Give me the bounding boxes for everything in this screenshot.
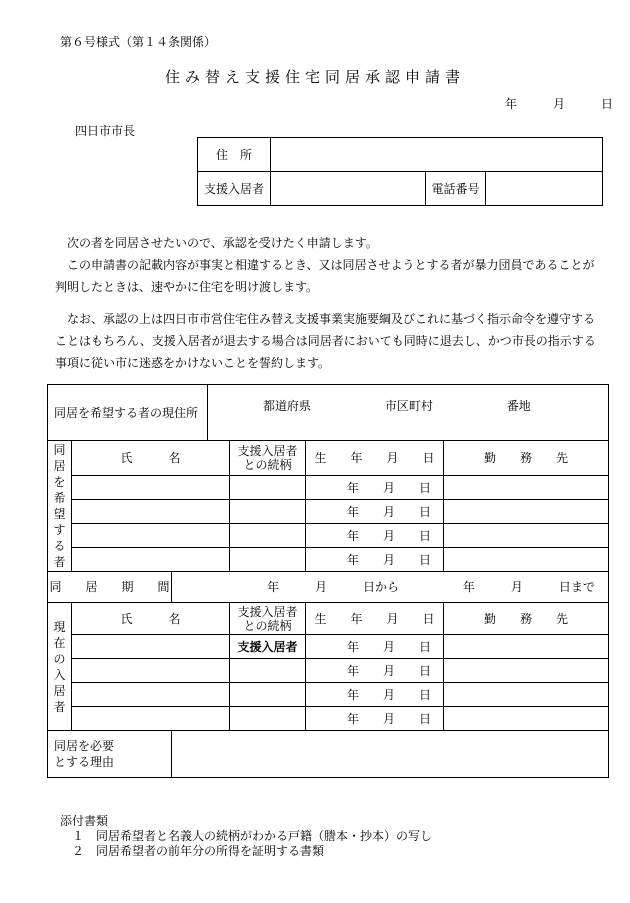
table-row: 年 月 日 <box>48 476 609 500</box>
date-year: 年 <box>505 97 518 111</box>
page-title: 住み替え支援住宅同居承認申請書 <box>164 68 465 86</box>
phone-field[interactable] <box>486 172 603 206</box>
lot-label: 番地 <box>506 399 531 413</box>
phone-label: 電話番号 <box>426 172 486 206</box>
reason-label: 同居を必要 とする理由 <box>48 731 172 778</box>
date-month: 月 <box>553 97 566 111</box>
table-row: 年 月 日 <box>48 659 609 683</box>
col-relation: 支援入居者 との続柄 <box>230 441 306 476</box>
attachment-item: ２ 同居希望者の前年分の所得を証明する書類 <box>60 844 325 858</box>
city-label: 市区町村 <box>384 399 433 413</box>
col-work-2: 勤 務 先 <box>444 603 609 635</box>
period-to: 年 月 日まで <box>462 580 595 594</box>
attachments-heading: 添付書類 <box>60 814 109 828</box>
resident-label: 支援入居者 <box>198 172 271 206</box>
col-name-2: 氏 名 <box>72 603 230 635</box>
table-row: 年 月 日 <box>48 500 609 524</box>
paragraph-3: なお、承認の上は四日市市営住宅住み替え支援事業実施要綱及びこれに基づく指示命令を遵守することはもちろん、支援入居者が退去する場合は同居者においても同時に退去し、かつ市長の指示する事項に従い市に迷惑をかけないことを誓約します。 <box>55 312 596 370</box>
main-table <box>47 384 609 778</box>
support-resident-cell: 支援入居者 <box>230 635 306 659</box>
date-day: 日 <box>601 97 614 111</box>
col-birth: 生 年 月 日 <box>306 441 444 476</box>
period-field[interactable] <box>172 572 609 603</box>
table-row: 年 月 日 <box>48 707 609 731</box>
table-row: 年 月 日 <box>48 524 609 548</box>
col-birth-2: 生 年 月 日 <box>306 603 444 635</box>
col-name: 氏 名 <box>72 441 230 476</box>
resident-field[interactable] <box>271 172 426 206</box>
attachments <box>60 814 432 859</box>
prefecture-label: 都道府県 <box>263 399 312 413</box>
col-work: 勤 務 先 <box>444 441 609 476</box>
table-row: 年 月 日 <box>48 683 609 707</box>
date-line <box>505 95 613 112</box>
current-address-label: 同居を希望する者の現住所 <box>48 385 208 441</box>
period-from: 年 月 日から <box>267 580 400 594</box>
address-field[interactable] <box>271 138 603 172</box>
reason-field[interactable] <box>172 731 609 778</box>
paragraph-1: 次の者を同居させたいので、承認を受けたく申請します。 <box>55 236 378 250</box>
addressee: 四日市市長 <box>75 124 136 138</box>
table-row: 支援入居者 年 月 日 <box>48 635 609 659</box>
col-relation-2: 支援入居者 との続柄 <box>230 603 306 635</box>
current-address-field[interactable] <box>208 385 609 441</box>
applicants-vertical-label: 同 居 を 希 望 す る 者 <box>48 441 72 572</box>
applicant-table <box>197 137 603 206</box>
declaration-text <box>55 232 605 374</box>
attachment-item: １ 同居希望者と名義人の続柄がわかる戸籍（謄本・抄本）の写し <box>60 829 433 843</box>
table-row: 年 月 日 <box>48 548 609 572</box>
period-label: 同 居 期 間 <box>48 572 172 603</box>
address-label: 住 所 <box>198 138 271 172</box>
form-number: 第６号様式（第１４条関係） <box>60 35 217 49</box>
paragraph-2: この申請書の記載内容が事実と相違するとき、又は同居させようとする者が暴力団員であることが判明したときは、速やかに住宅を明け渡します。 <box>55 258 595 294</box>
residents-vertical-label: 現 在 の 入 居 者 <box>48 603 72 731</box>
